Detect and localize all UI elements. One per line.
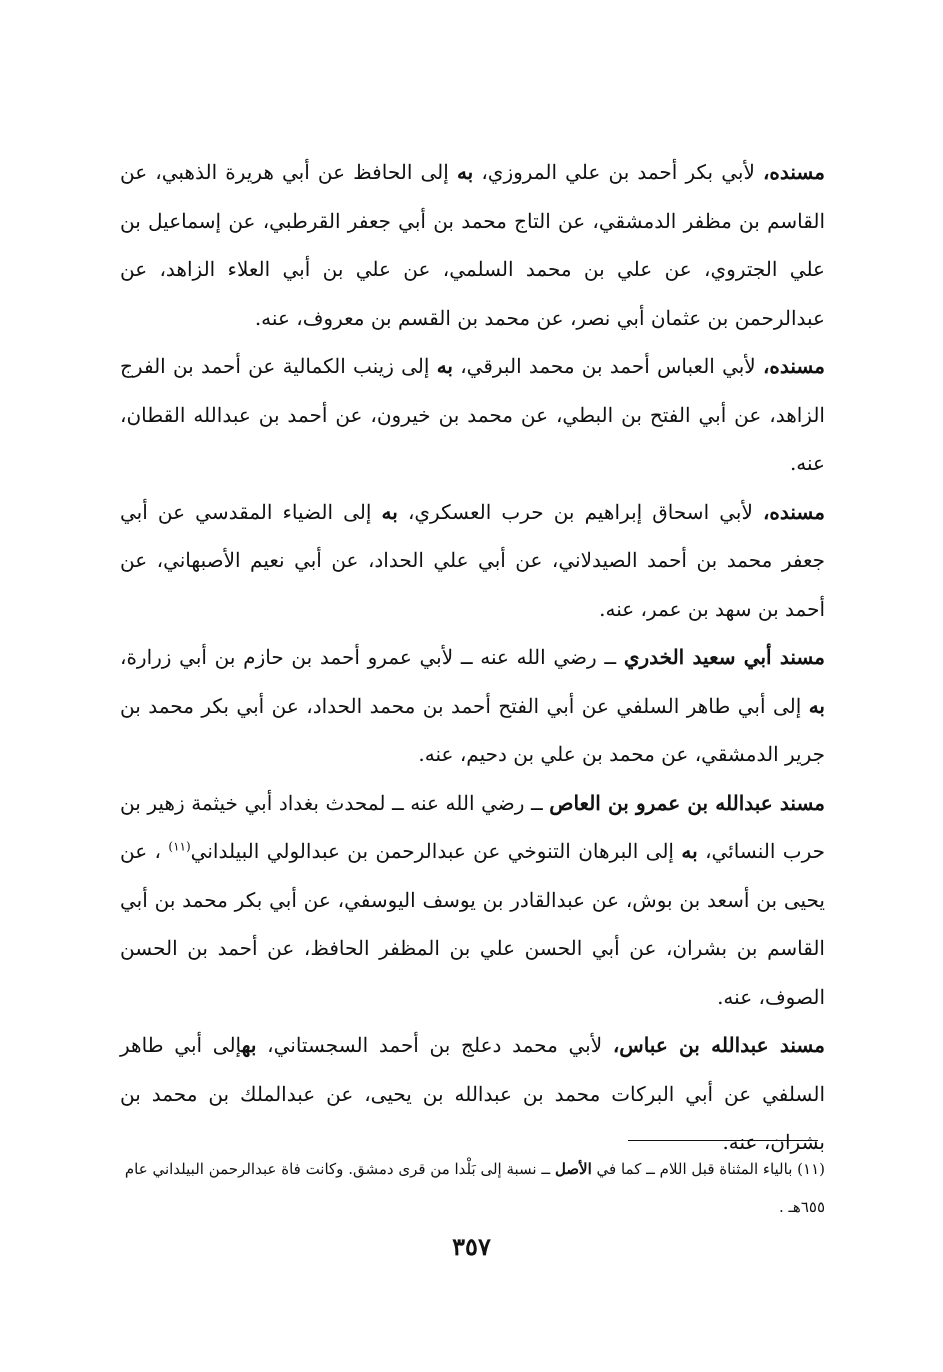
chain-keyword: به <box>681 839 698 863</box>
entry-text: لأبي بكر أحمد بن علي المروزي، <box>473 160 763 184</box>
footnote-emphasis: الأصل <box>554 1160 592 1178</box>
chain-keyword: به <box>808 693 825 718</box>
entry-heading: مسنده، <box>762 499 825 524</box>
main-text <box>120 148 825 1167</box>
entry-text: إلى الحافظ عن أبي هريرة الذهبي، عن القاسم بن مظفر الدمشقي، عن التاج محمد بن أبي جعفر القرطبي، عن إسماعيل بن علي الجتروي، عن علي بن محمد السلمي، عن علي بن أبي العلاء الزاهد، عن عبدالرحمن بن عثمان أبي نصر، عن محمد بن القسم بن معروف، عنه. <box>120 160 825 330</box>
entry-paragraph <box>120 779 825 1022</box>
page-number: ٣٥٧ <box>452 1232 491 1261</box>
footnote-number: (١١) <box>797 1160 825 1178</box>
entry-text: لأبي محمد دعلج بن أحمد السجستاني، <box>256 1033 613 1057</box>
entry-heading: مسند أبي سعيد الخدري <box>623 645 825 669</box>
entry-text: إلى أبي طاهر السلفي عن أبي البركات محمد بن عبدالله بن يحيى، عن عبدالملك بن محمد بن بشران، عنه. <box>120 1033 825 1154</box>
footnote-divider <box>628 1140 818 1141</box>
entry-text: إلى الضياء المقدسي عن أبي جعفر محمد بن أحمد الصيدلاني، عن أبي علي الحداد، عن أبي نعيم الأصبهاني، عن أحمد بن سهد بن عمر، عنه. <box>120 499 825 621</box>
entry-paragraph <box>120 148 825 342</box>
footnote <box>120 1150 825 1226</box>
entry-heading: مسند عبدالله بن عمرو بن العاص <box>549 790 825 815</box>
entry-paragraph <box>120 342 825 488</box>
entry-paragraph <box>120 633 825 779</box>
footnote-text: ــ نسبة إلى بَلْدا من قرى دمشق. وكانت فاة عبدالرحمن البيلداني عام ٦٥٥هـ . <box>124 1160 825 1216</box>
entry-heading: مسنده، <box>762 160 825 184</box>
entry-text: ــ رضي الله عنه ــ لأبي عمرو أحمد بن حازم بن أبي زرارة، <box>120 645 624 669</box>
entry-paragraph <box>120 488 825 634</box>
chain-keyword: به <box>436 354 453 378</box>
entry-text: ، عن يحيى بن أسعد بن بوش، عن عبدالقادر بن يوسف اليوسفي، عن أبي بكر محمد بن أبي القاسم بن بشران، عن أبي الحسن علي بن المظفر الحافظ، عن أحمد بن الحسن الصوف، عنه. <box>120 839 825 1009</box>
chain-keyword: به <box>381 499 398 524</box>
entry-heading: مسنده، <box>762 354 825 378</box>
chain-keyword: به <box>456 160 474 184</box>
footnote-marker: (١١) <box>168 839 191 854</box>
footnote-text: بالياء المثناة قبل اللام ــ كما في <box>591 1160 798 1178</box>
entry-text: لأبي اسحاق إبراهيم بن حرب العسكري، <box>397 499 763 524</box>
entry-text: إلى أبي طاهر السلفي عن أبي الفتح أحمد بن محمد الحداد، عن أبي بكر محمد بن جرير الدمشقي، عن محمد بن علي بن دحيم، عنه. <box>120 693 825 766</box>
entry-paragraph <box>120 1021 825 1167</box>
entry-heading: مسند عبدالله بن عباس، <box>612 1033 825 1057</box>
entry-text: إلى زينب الكمالية عن أحمد بن الفرج الزاهد، عن أبي الفتح بن البطي، عن محمد بن خيرون، عن أحمد بن عبدالله القطان، عنه. <box>120 354 825 475</box>
entry-text: إلى البرهان التنوخي عن عبدالرحمن بن عبدالولي البيلداني <box>190 839 682 863</box>
entry-text: لأبي العباس أحمد بن محمد البرقي، <box>452 354 763 378</box>
chain-keyword: به <box>241 1033 257 1057</box>
entry-text: ــ رضي الله عنه ــ لمحدث بغداد أبي خيثمة زهير بن حرب النسائي، <box>120 790 825 863</box>
